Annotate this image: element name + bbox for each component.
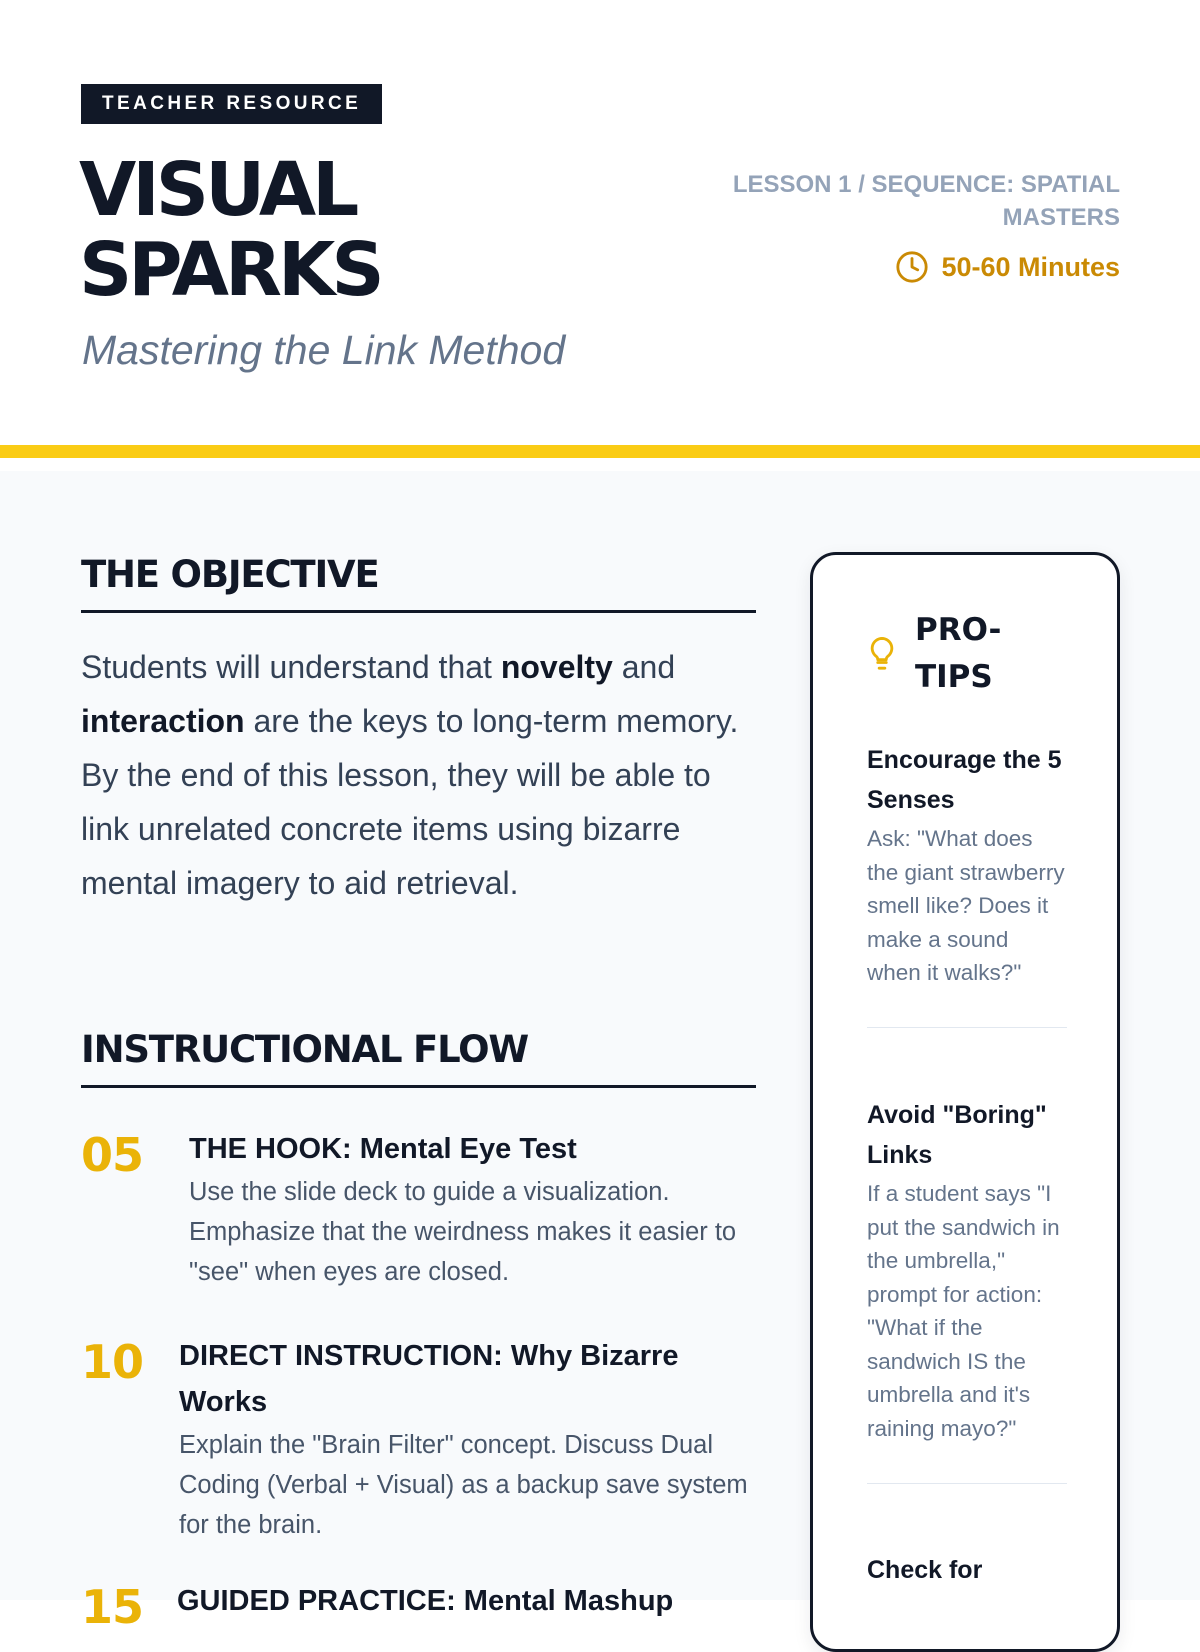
objective-text-part: are the keys to long-term memory. By the end of this lesson, they will be able to link unrelated concrete items using bizarre mental imagery to aid retrieval. — [81, 703, 739, 901]
flow-step-description: Explain the "Brain Filter" concept. Discuss Dual Coding (Verbal + Visual) as a backup save system for the brain. — [179, 1431, 748, 1539]
lesson-body — [0, 471, 1200, 1634]
duration — [895, 250, 1120, 284]
title-line-2: SPARKS — [79, 227, 381, 313]
resource-badge: TEACHER RESOURCE — [81, 84, 382, 124]
tip-text: Ask: "What does the giant strawberry smell like? Does it make a sound when it walks?" — [867, 826, 1065, 985]
lesson-meta: LESSON 1 / SEQUENCE: SPATIAL MASTERS — [732, 171, 1120, 231]
lightbulb-icon — [865, 634, 899, 674]
flow-step — [81, 1126, 756, 1292]
page-subtitle: Mastering the Link Method — [82, 327, 566, 373]
tip-divider — [867, 1483, 1067, 1484]
pro-tips-card — [810, 552, 1120, 1652]
flow-step-body — [179, 1333, 756, 1545]
objective-keyword-novelty: novelty — [500, 649, 613, 685]
tip-item — [867, 1095, 1067, 1445]
tip-item — [867, 740, 1067, 990]
objective-heading: THE OBJECTIVE — [81, 553, 756, 613]
flow-step-description: Use the slide deck to guide a visualization. Emphasize that the weirdness makes it easier to "see" when eyes are closed. — [189, 1178, 737, 1286]
flow-step — [81, 1578, 756, 1636]
flow-step-body — [189, 1126, 756, 1292]
clock-icon — [895, 250, 929, 284]
flow-step-title: GUIDED PRACTICE: Mental Mashup — [177, 1585, 674, 1617]
flow-step-minutes: 05 — [81, 1128, 144, 1182]
lesson-header — [0, 0, 1200, 458]
flow-step — [81, 1333, 756, 1545]
objective-text-part: and — [612, 649, 676, 685]
tip-title: Check for — [867, 1556, 983, 1584]
flow-step-title: DIRECT INSTRUCTION: Why Bizarre Works — [179, 1340, 679, 1418]
objective-text-part: Students will understand that — [81, 649, 501, 685]
flow-step-title: THE HOOK: Mental Eye Test — [189, 1133, 577, 1165]
tip-text: If a student says "I put the sandwich in the umbrella," prompt for action: "What if the sandwich IS the umbrella and it's raining mayo?" — [867, 1181, 1060, 1441]
objective-keyword-interaction: interaction — [81, 703, 245, 739]
objective-text — [81, 640, 756, 910]
tip-divider — [867, 1027, 1067, 1028]
flow-heading: INSTRUCTIONAL FLOW — [81, 1028, 756, 1088]
duration-text: 50-60 Minutes — [941, 251, 1120, 282]
flow-step-minutes: 10 — [81, 1335, 144, 1389]
pro-tips-title: PRO-TIPS — [915, 612, 1002, 695]
pro-tips-header — [865, 607, 1095, 701]
tip-title: Encourage the 5 Senses — [867, 746, 1062, 814]
page-title — [79, 147, 639, 313]
tip-title: Avoid "Boring" Links — [867, 1101, 1047, 1169]
flow-step-body — [177, 1578, 756, 1636]
title-line-1: VISUAL — [79, 147, 356, 233]
tip-item — [867, 1550, 1067, 1590]
flow-step-minutes: 15 — [81, 1580, 144, 1634]
